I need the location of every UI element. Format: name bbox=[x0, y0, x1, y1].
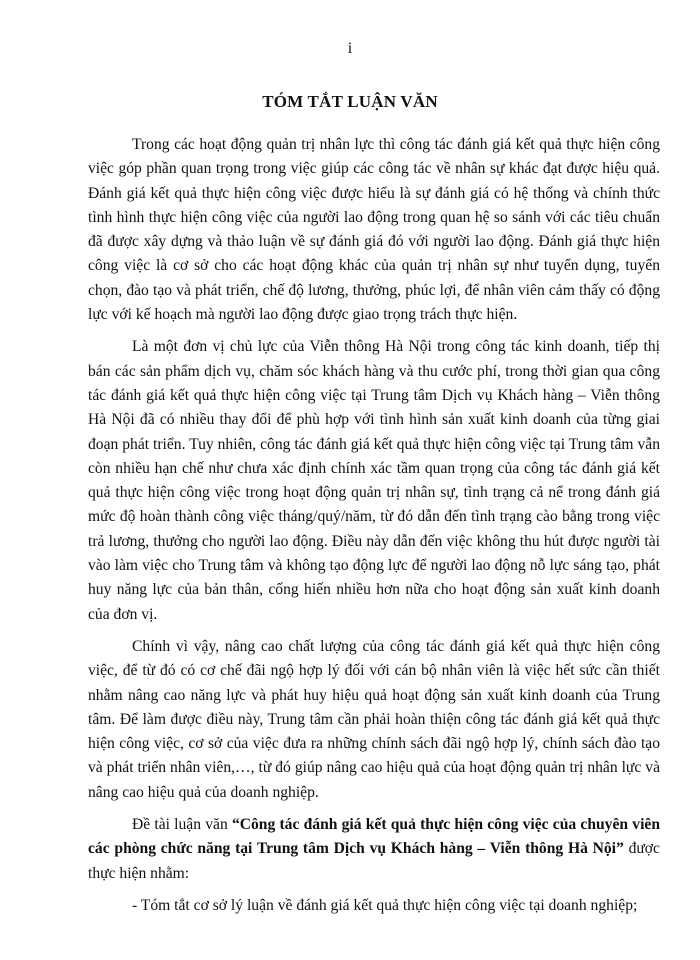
thesis-paragraph bbox=[88, 813, 660, 886]
document-body bbox=[88, 133, 660, 926]
bullet-item: - Tóm tắt cơ sở lý luận về đánh giá kết quả thực hiện công việc tại doanh nghiệp; bbox=[132, 896, 638, 914]
paragraph-2: Là một đơn vị chủ lực của Viễn thông Hà Nội trong công tác kinh doanh, tiếp thị bán các sản phẩm dịch vụ, chăm sóc khách hàng và thu cước phí, trong thời gian qua công tác đánh giá kết quả thực hiện công việc tại Trung tâm Dịch vụ Khách hàng – Viễn thông Hà Nội đã có nhiều thay đổi để phù hợp với tình hình sản xuất kinh doanh của từng giai đoạn phát triển. Tuy nhiên, công tác đánh giá kết quả thực hiện công việc tại Trung tâm vẫn còn nhiều hạn chế như chưa xác định chính xác tầm quan trọng của công tác đánh giá kết quả thực hiện công việc trong hoạt động quản trị nhân sự, tình trạng cả nể trong đánh giá mức độ hoàn thành công việc tháng/quý/năm, từ đó dẫn đến tình trạng cào bằng trong việc trả lương, thưởng cho người lao động. Điều này dẫn đến việc không thu hút được người tài vào làm việc cho Trung tâm và không tạo động lực để người lao động nỗ lực sáng tạo, phát huy năng lực của bản thân, cống hiến nhiều hơn nữa cho hoạt động sản xuất kinh doanh của đơn vị. bbox=[88, 338, 660, 623]
thesis-suffix: được thực hiện nhằm: bbox=[88, 840, 660, 882]
thesis-prefix: Đề tài luận văn bbox=[132, 816, 232, 834]
page-title: TÓM TẮT LUẬN VĂN bbox=[262, 92, 438, 111]
paragraph-3: Chính vì vậy, nâng cao chất lượng của công tác đánh giá kết quả thực hiện công việc, để từ đó có cơ chế đãi ngộ hợp lý đối với cán bộ nhân viên là việc hết sức cần thiết nhằm nâng cao năng lực và phát huy hiệu quả hoạt động sản xuất kinh doanh của Trung tâm. Để làm được điều này, Trung tâm cần phải hoàn thiện công tác đánh giá kết quả thực hiện công việc, cơ sở của việc đưa ra những chính sách đãi ngộ hợp lý, chính sách đào tạo và phát triển nhân viên,…, từ đó giúp nâng cao hiệu quả của hoạt động quản trị nhân lực và nâng cao hiệu quả của doanh nghiệp. bbox=[88, 637, 660, 801]
thesis-title: “Công tác đánh giá kết quả thực hiện công việc của chuyên viên các phòng chức năng tại Trung tâm Dịch vụ Khách hàng – Viễn thông Hà Nội” bbox=[88, 816, 660, 858]
page-number: i bbox=[347, 40, 353, 57]
paragraph-1: Trong các hoạt động quản trị nhân lực thì công tác đánh giá kết quả thực hiện công việc góp phần quan trọng trong việc giúp các công tác về nhân sự khác đạt được hiệu quả. Đánh giá kết quả thực hiện công việc được hiểu là sự đánh giá có hệ thống và chính thức tình hình thực hiện công việc của người lao động trong quan hệ so sánh với các tiêu chuẩn đã được xây dựng và thảo luận về sự đánh giá đó với người lao động. Đánh giá thực hiện công việc là cơ sở cho các hoạt động khác của quản trị nhân sự như tuyển dụng, tuyển chọn, đào tạo và phát triển, chế độ lương, thưởng, phúc lợi, để nhân viên cảm thấy có động lực với kế hoạch mà người lao động được giao trọng trách thực hiện. bbox=[88, 136, 660, 324]
